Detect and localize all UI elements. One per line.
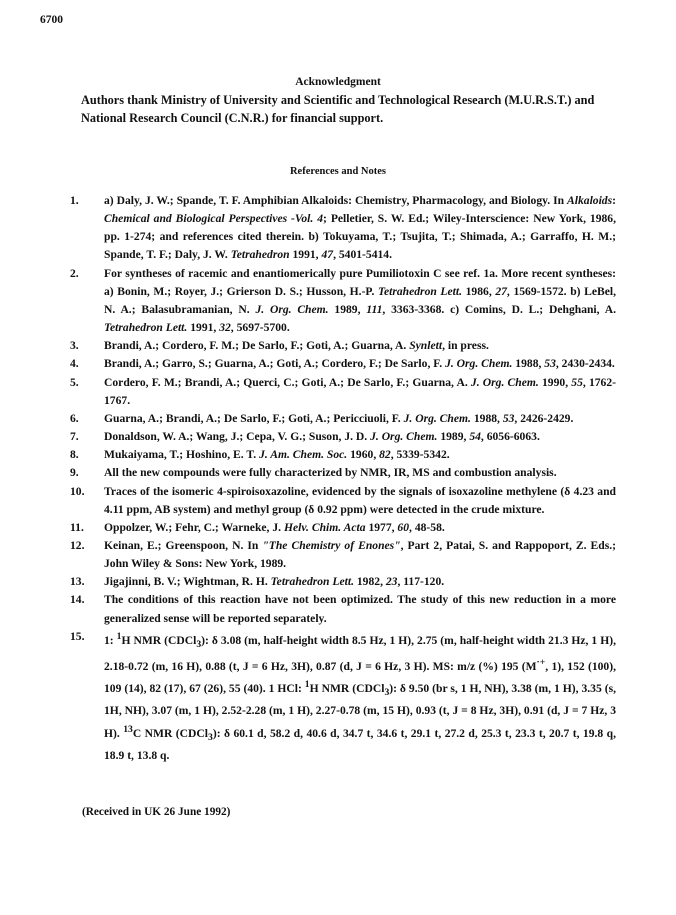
reference-number: 10. — [70, 484, 85, 498]
reference-item — [70, 483, 616, 519]
reference-number: 5. — [70, 375, 79, 389]
reference-number: 3. — [70, 339, 79, 353]
reference-item — [70, 446, 616, 464]
reference-number: 9. — [70, 466, 79, 480]
reference-number: 11. — [70, 520, 84, 534]
reference-text: Jigajinni, B. V.; Wightman, R. H. Tetrahedron Lett. 1982, 23, 117-120. — [104, 575, 445, 589]
reference-text: Brandi, A.; Garro, S.; Guarna, A.; Goti, A.; Cordero, F.; De Sarlo, F. J. Org. Chem. 1988, 53, 2430-2434. — [104, 357, 615, 371]
reference-text: Guarna, A.; Brandi, A.; De Sarlo, F.; Goti, A.; Pericciuoli, F. J. Org. Chem. 1988, 53, 2426-2429. — [104, 411, 574, 425]
reference-text: 1: $^1$H NMR (CDCl$_3$): δ 3.08 (m, half-height width 8.5 Hz, 1 H), 2.75 (m, half-height width 21.3 Hz, 1 H), 2.18-0.72 (m, 16 H), 0.88 (t, J = 6 Hz, 3H), 0.87 (d, J = 6 Hz, 3 H). MS: m/z (%) 195 (M·+, 1), 152 (100), 109 (14), 82 (17), 67 (26), 55 (40). 1 HCl: $^1$H NMR (CDCl$_3$): δ 9.50 (br s, 1 H, NH), 3.38 (m, 1 H), 3.35 (s, 1H, NH), 3.07 (m, 1 H), 2.52-2.28 (m, 1 H), 2.27-0.78 (m, 15 H), 0.93 (t, J = 8 Hz, 3H), 0.91 (d, J = 7 Hz, 3 H). $^{13}$C NMR (CDCl$_3$): δ 60.1 d, 58.2 d, 40.6 d, 34.7 t, 34.6 t, 29.1 t, 27.2 d, 25.3 t, 23.3 t, 20.7 t, 19.8 q, 18.9 t, 13.8 q. — [104, 630, 617, 762]
acknowledgment-text: Authors thank Ministry of University and Scientific and Technological Research (M.U.R.S.T.) and National Research Council (C.N.R.) for financial support. — [81, 93, 595, 125]
reference-text: Brandi, A.; Cordero, F. M.; De Sarlo, F.; Goti, A.; Guarna, A. Synlett, in press. — [104, 339, 489, 353]
reference-item — [70, 519, 616, 537]
reference-number: 1. — [70, 194, 79, 207]
reference-item — [70, 374, 616, 410]
reference-number: 4. — [70, 357, 79, 371]
reference-item — [70, 591, 616, 627]
reference-item — [70, 573, 616, 591]
reference-number: 8. — [70, 448, 79, 462]
page-number: 6700 — [40, 14, 63, 26]
acknowledgment-heading: Acknowledgment — [295, 76, 381, 88]
reference-item — [70, 428, 616, 446]
reference-item — [70, 464, 616, 482]
reference-text: All the new compounds were fully characterized by NMR, IR, MS and combustion analysis. — [104, 466, 557, 480]
reference-text: Oppolzer, W.; Fehr, C.; Warneke, J. Helv. Chim. Acta 1977, 60, 48-58. — [104, 520, 445, 534]
reference-list — [70, 192, 616, 765]
reference-text: Cordero, F. M.; Brandi, A.; Querci, C.; Goti, A.; De Sarlo, F.; Guarna, A. J. Org. Chem. 1990, 55, 1762-1767. — [104, 375, 617, 407]
reference-number: 15. — [70, 629, 85, 643]
received-date: (Received in UK 26 June 1992) — [82, 806, 231, 818]
reference-number: 13. — [70, 575, 85, 589]
reference-item — [70, 337, 616, 355]
reference-item — [70, 355, 616, 373]
reference-text: a) Daly, J. W.; Spande, T. F. Amphibian Alkaloids: Chemistry, Pharmacology, and Biology. In Alkaloids: Chemical and Biological Perspectives -Vol. 4; Pelletier, S. W. Ed.; Wiley-Interscience: New York, 1986, pp. 1-274; and references cited therein. b) Tokuyama, T.; Tsujita, T.; Shimada, A.; Garraffo, H. M.; Spande, T. F.; Daly, J. W. Tetrahedron 1991, 47, 5401-5414. — [104, 194, 617, 262]
reference-number: 2. — [70, 266, 79, 280]
reference-text: For syntheses of racemic and enantiomerically pure Pumiliotoxin C see ref. 1a. More recent syntheses: a) Bonin, M.; Royer, J.; Grierson D. S.; Husson, H.-P. Tetrahedron Lett. 1986, 27, 1569-1572. b) LeBel, N. A.; Balasubramanian, N. J. Org. Chem. 1989, 111, 3363-3368. c) Comins, D. L.; Dehghani, A. Tetrahedron Lett. 1991, 32, 5697-5700. — [104, 266, 616, 335]
reference-text: Keinan, E.; Greenspoon, N. In "The Chemistry of Enones", Part 2, Patai, S. and Rappoport, Z. Eds.; John Wiley & Sons: New York, 1989. — [104, 538, 616, 571]
reference-number: 7. — [70, 430, 79, 444]
reference-text: Mukaiyama, T.; Hoshino, E. T. J. Am. Chem. Soc. 1960, 82, 5339-5342. — [104, 448, 450, 462]
reference-item — [70, 192, 616, 265]
reference-number: 12. — [70, 538, 85, 552]
references-heading: References and Notes — [289, 166, 387, 177]
reference-item — [70, 628, 616, 765]
reference-number: 14. — [70, 593, 85, 607]
reference-item — [70, 265, 616, 338]
reference-text: The conditions of this reaction have not been optimized. The study of this new reduction in a more generalized sense will be reported separately. — [104, 593, 616, 625]
reference-number: 6. — [70, 411, 79, 425]
reference-item — [70, 537, 616, 573]
reference-item — [70, 410, 616, 428]
reference-text: Traces of the isomeric 4-spiroisoxazoline, evidenced by the signals of isoxazoline methylene (δ 4.23 and 4.11 ppm, AB system) and methyl group (δ 0.92 ppm) were detected in the crude mixture. — [104, 484, 616, 516]
reference-text: Donaldson, W. A.; Wang, J.; Cepa, V. G.; Suson, J. D. J. Org. Chem. 1989, 54, 6056-6063. — [104, 430, 540, 444]
